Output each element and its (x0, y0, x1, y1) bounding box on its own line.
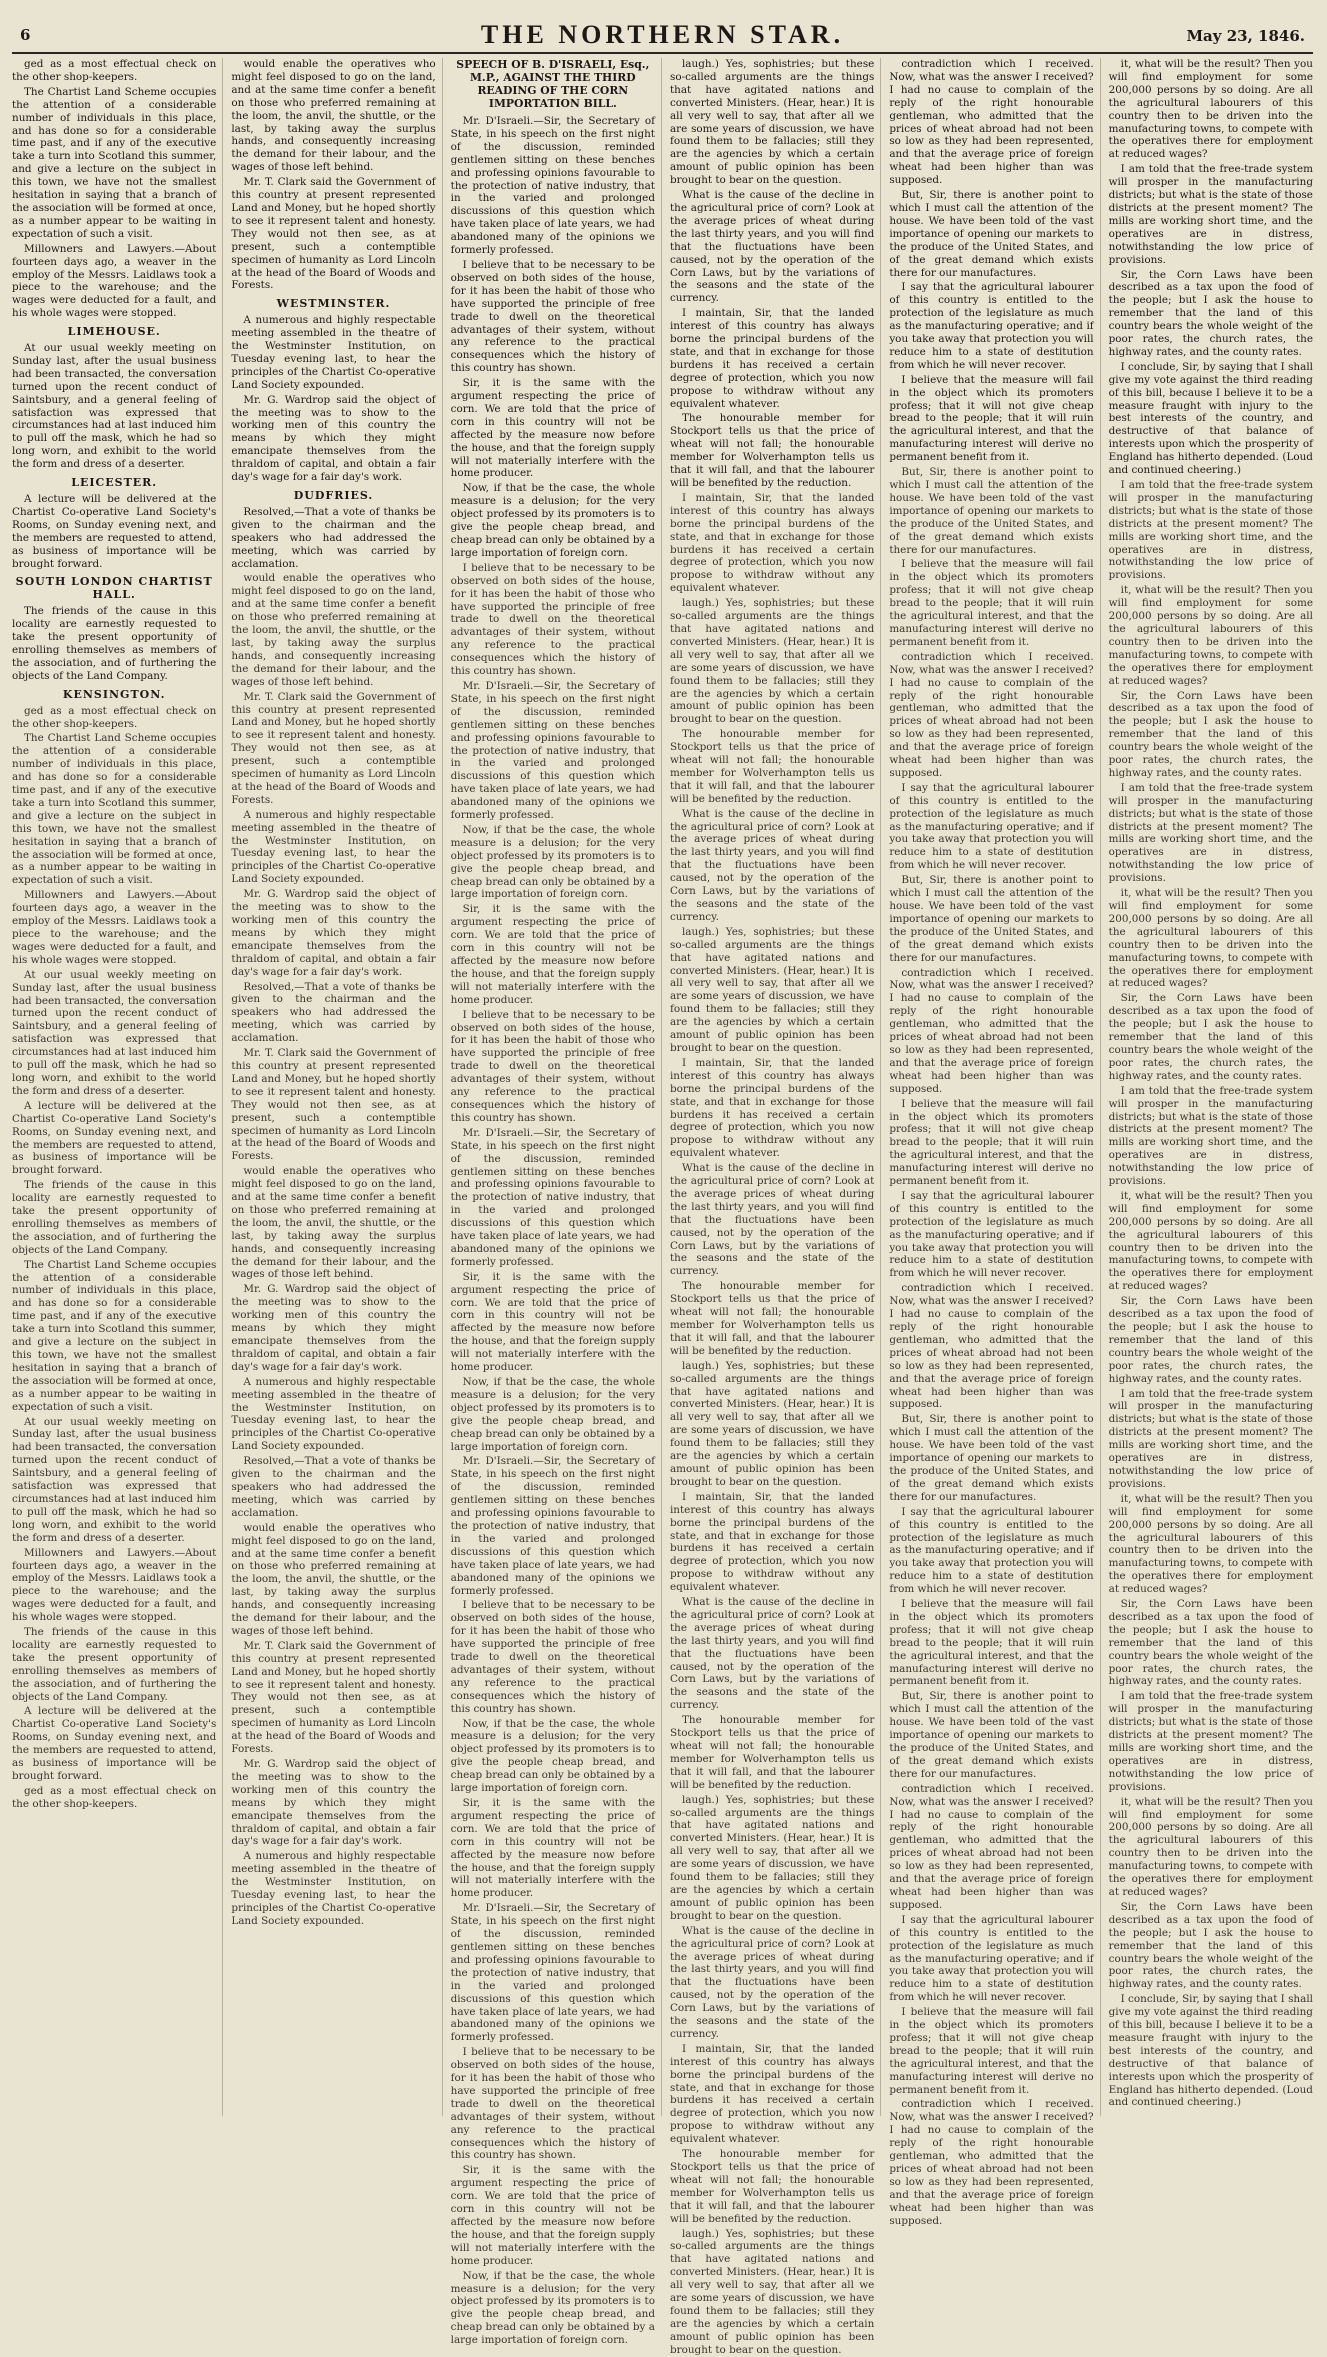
paragraph: Now, if that be the case, the whole measure is a delusion; for the very object professed by its promoters is to give the people cheap bread, and cheap bread can only be obtained by a large importation of foreign corn. (450, 823, 655, 901)
paragraph: The honourable member for Stockport tells us that the price of wheat will not fall; the honourable member for Wolverhampton tells us that it will fall, and that the labourer will be benefited by the reduction. (669, 2148, 875, 2225)
paragraph: would enable the operatives who might feel disposed to go on the land, and at the same time confer a benefit on those who preferred remaining at the loom, the anvil, the shuttle, or the last, by taking away the surplus hands, and consequently increasing the demand for their labour, and the wages of those left behind. (231, 1521, 436, 1637)
paragraph: contradiction which I received. Now, what was the answer I received? I had no cause to complain of the reply of the right honourable gentleman, who admitted that the prices of wheat abroad had not been so low as they had been represented, and that the average price of foreign wheat had been higher than was supposed. (889, 966, 1094, 1095)
paragraph: Resolved,—That a vote of thanks be given to the chairman and the speakers who had addressed the meeting, which was carried by acclamation. (231, 980, 436, 1045)
paragraph: I say that the agricultural labourer of this country is entitled to the protection of the legislature as much as the manufacturing operative; and if you take away that protection you will reduce him to a state of destitution from which he will never recover. (889, 1189, 1094, 1280)
paragraph: would enable the operatives who might feel disposed to go on the land, and at the same time confer a benefit on those who preferred remaining at the loom, the anvil, the shuttle, or the last, by taking away the surplus hands, and consequently increasing the demand for their labour, and the wages of those left behind. (231, 1165, 436, 1281)
paragraph: A lecture will be delivered at the Chartist Co-operative Land Society's Rooms, on Sunday evening next, and the members are requested to attend, as business of importance will be brought forward. (12, 493, 217, 570)
paragraph: But, Sir, there is another point to which I must call the attention of the house. We have been told of the vast importance of opening our markets to the produce of the United States, and of the great demand which exists there for our manufactures. (889, 874, 1094, 964)
paragraph: A numerous and highly respectable meeting assembled in the theatre of the Westminster Institution, on Tuesday evening last, to hear the principles of the Chartist Co-operative Land Society expounded. (231, 1850, 436, 1927)
masthead (12, 18, 1313, 54)
paragraph: I believe that the measure will fail in the object which its promoters profess; that it will not give cheap bread to the people; that it will ruin the agricultural interest, and that the manufacturing interest will derive no permanent benefit from it. (889, 373, 1094, 464)
column-1 (12, 58, 223, 2116)
paragraph: ged as a most effectual check on the other shop-keepers. (12, 704, 217, 730)
column-2 (231, 58, 442, 2116)
paragraph: I conclude, Sir, by saying that I shall give my vote against the third reading of this bill, because I believe it to be a measure fraught with injury to the best interests of the country, and destructive of that balance of interests upon which the prosperity of England has hitherto depended. (Loud and continued cheering.) (1108, 360, 1313, 477)
paragraph: laugh.) Yes, sophistries; but these so-called arguments are the things that have agitated nations and converted Ministers. (Hear, hear.) It is all very well to say, that after all we are some years of discussion, we have found them to be fallacies; still they are the agencies by which a certain amount of public opinion has been brought to bear on the question. (669, 1359, 875, 1488)
paragraph: A numerous and highly respectable meeting assembled in the theatre of the Westminster Institution, on Tuesday evening last, to hear the principles of the Chartist Co-operative Land Society expounded. (231, 1375, 436, 1453)
paragraph: Mr. D'Israeli.—Sir, the Secretary of State, in his speech on the first night of the discussion, reminded gentlemen sitting on these benches and professing opinions favourable to the protection of native industry, that in the varied and prolonged discussions of this question which have taken place of late years, we had abandoned many of the opinions we formerly professed. (450, 1455, 655, 1597)
paragraph: I believe that to be necessary to be observed on both sides of the house, for it has been the habit of those who have supported the principle of free trade to dwell on the theoretical advantages of their system, without any reference to the practical consequences which the history of this country has shown. (450, 2046, 655, 2162)
paragraph: it, what will be the result? Then you will find employment for some 200,000 persons by so doing. Are all the agricultural labourers of this country then to be driven into the manufacturing towns, to compete with the operatives there for employment at reduced wages? (1108, 58, 1313, 161)
paragraph: I believe that to be necessary to be observed on both sides of the house, for it has been the habit of those who have supported the principle of free trade to dwell on the theoretical advantages of their system, without any reference to the practical consequences which the history of this country has shown. (450, 1008, 655, 1124)
paragraph: I am told that the free-trade system will prosper in the manufacturing districts; but what is the state of those districts at the present moment? The mills are working short time, and the operatives are in distress, notwithstanding the low price of provisions. (1108, 1690, 1313, 1793)
paragraph: Mr. D'Israeli.—Sir, the Secretary of State, in his speech on the first night of the discussion, reminded gentlemen sitting on these benches and professing opinions favourable to the protection of native industry, that in the varied and prolonged discussions of this question which have taken place of late years, we had abandoned many of the opinions we formerly professed. (450, 1902, 655, 2044)
paragraph: contradiction which I received. Now, what was the answer I received? I had no cause to complain of the reply of the right honourable gentleman, who admitted that the prices of wheat abroad had not been so low as they had been represented, and that the average price of foreign wheat had been higher than was supposed. (889, 650, 1094, 779)
paragraph: I maintain, Sir, that the landed interest of this country has always borne the principal burdens of the state, and that in exchange for those burdens it has received a certain degree of protection, which you now propose to withdraw without any equivalent whatever. (669, 2042, 875, 2146)
paragraph: But, Sir, there is another point to which I must call the attention of the house. We have been told of the vast importance of opening our markets to the produce of the United States, and of the great demand which exists there for our manufactures. (889, 466, 1094, 556)
paragraph: Mr. G. Wardrop said the object of the meeting was to show to the working men of this country the means by which they might emancipate themselves from the thraldom of capital, and obtain a fair day's wage for a fair day's work. (231, 393, 436, 484)
filler-text (231, 572, 435, 1927)
paragraph: contradiction which I received. Now, what was the answer I received? I had no cause to complain of the reply of the right honourable gentleman, who admitted that the prices of wheat abroad had not been so low as they had been represented, and that the average price of foreign wheat had been higher than was supposed. (889, 1282, 1094, 1411)
paragraph: I believe that to be necessary to be observed on both sides of the house, for it has been the habit of those who have supported the principle of free trade to dwell on the theoretical advantages of their system, without any reference to the practical consequences which the history of this country has shown. (450, 561, 655, 678)
paragraph: Mr. D'Israeli.—Sir, the Secretary of State, in his speech on the first night of the discussion, reminded gentlemen sitting on these benches and professing opinions favourable to the protection of native industry, that in the varied and prolonged discussions of this question which have taken place of late years, we had abandoned many of the opinions we formerly professed. (450, 115, 655, 257)
paragraph: I am told that the free-trade system will prosper in the manufacturing districts; but what is the state of those districts at the present moment? The mills are working short time, and the operatives are in distress, notwithstanding the low price of provisions. (1108, 781, 1313, 885)
paragraph: would enable the operatives who might feel disposed to go on the land, and at the same time confer a benefit on those who preferred remaining at the loom, the anvil, the shuttle, or the last, by taking away the surplus hands, and consequently increasing the demand for their labour, and the wages of those left behind. (231, 572, 436, 688)
paragraph: Now, if that be the case, the whole measure is a delusion; for the very object professed by its promoters is to give the people cheap bread, and cheap bread can only be obtained by a large importation of foreign corn. (450, 1376, 655, 1453)
filler-text (670, 492, 874, 2357)
paragraph: Sir, the Corn Laws have been described as a tax upon the food of the people; but I ask the house to remember that the land of this country bears the whole weight of the poor rates, the church rates, the highway rates, and the county rates. (1108, 689, 1313, 779)
paragraph: Millowners and Lawyers.—About fourteen days ago, a weaver in the employ of the Messrs. Laidlaws took a piece to the warehouse; and the wages were deducted for a fault, and his whole wages were stopped. (12, 889, 217, 966)
paragraph: But, Sir, there is another point to which I must call the attention of the house. We have been told of the vast importance of opening our markets to the produce of the United States, and of the great demand which exists there for our manufactures. (889, 1690, 1094, 1780)
paragraph: Resolved,—That a vote of thanks be given to the chairman and the speakers who had addressed the meeting, which was carried by acclamation. (231, 505, 436, 570)
columns-area (12, 58, 1313, 2356)
paragraph: The friends of the cause in this locality are earnestly requested to take the present opportunity of enrolling themselves as members of the association, and of furthering the objects of the Land Company. (12, 1179, 217, 1256)
paragraph: What is the cause of the decline in the agricultural price of corn? Look at the average prices of wheat during the last thirty years, and you will find that the fluctuations have been caused, not by the operation of the Corn Laws, but by the variations of the seasons and the state of the currency. (669, 189, 875, 305)
paragraph: I believe that the measure will fail in the object which its promoters profess; that it will not give cheap bread to the people; that it will ruin the agricultural interest, and that the manufacturing interest will derive no permanent benefit from it. (889, 1598, 1094, 1688)
paragraph: What is the cause of the decline in the agricultural price of corn? Look at the average prices of wheat during the last thirty years, and you will find that the fluctuations have been caused, not by the operation of the Corn Laws, but by the variations of the seasons and the state of the currency. (669, 807, 875, 923)
paragraph: Millowners and Lawyers.—About fourteen days ago, a weaver in the employ of the Messrs. Laidlaws took a piece to the warehouse; and the wages were deducted for a fault, and his whole wages were stopped. (12, 1546, 217, 1624)
paragraph: Sir, it is the same with the argument respecting the price of corn. We are told that the price of corn in this country will not be affected by the measure now before the house, and that the foreign supply will not materially interfere with the home producer. (450, 1270, 655, 1374)
paragraph: it, what will be the result? Then you will find employment for some 200,000 persons by so doing. Are all the agricultural labourers of this country then to be driven into the manufacturing towns, to compete with the operatives there for employment at reduced wages? (1108, 1795, 1313, 1898)
paragraph: I maintain, Sir, that the landed interest of this country has always borne the principal burdens of the state, and that in exchange for those burdens it has received a certain degree of protection, which you now propose to withdraw without any equivalent whatever. (669, 491, 875, 595)
paragraph: The friends of the cause in this locality are earnestly requested to take the present opportunity of enrolling themselves as members of the association, and of furthering the objects of the Land Company. (12, 605, 217, 682)
paragraph: it, what will be the result? Then you will find employment for some 200,000 persons by so doing. Are all the agricultural labourers of this country then to be driven into the manufacturing towns, to compete with the operatives there for employment at reduced wages? (1108, 584, 1313, 687)
paragraph: I say that the agricultural labourer of this country is entitled to the protection of the legislature as much as the manufacturing operative; and if you take away that protection you will reduce him to a state of destitution from which he will never recover. (889, 281, 1094, 371)
column-5 (889, 58, 1100, 2227)
paragraph: A numerous and highly respectable meeting assembled in the theatre of the Westminster Institution, on Tuesday evening last, to hear the principles of the Chartist Co-operative Land Society expounded. (231, 808, 436, 886)
paragraph: Sir, the Corn Laws have been described as a tax upon the food of the people; but I ask the house to remember that the land of this country bears the whole weight of the poor rates, the church rates, the highway rates, and the county rates. (1108, 1598, 1313, 1688)
paragraph: What is the cause of the decline in the agricultural price of corn? Look at the average prices of wheat during the last thirty years, and you will find that the fluctuations have been caused, not by the operation of the Corn Laws, but by the variations of the seasons and the state of the currency. (669, 1596, 875, 1712)
paragraph: contradiction which I received. Now, what was the answer I received? I had no cause to complain of the reply of the right honourable gentleman, who admitted that the prices of wheat abroad had not been so low as they had been represented, and that the average price of foreign wheat had been higher than was supposed. (889, 1782, 1094, 1911)
paragraph: A numerous and highly respectable meeting assembled in the theatre of the Westminster Institution, on Tuesday evening last, to hear the principles of the Chartist Co-operative Land Society expounded. (231, 314, 436, 391)
paragraph: At our usual weekly meeting on Sunday last, after the usual business had been transacted, the conversation turned upon the recent conduct of Saintsbury, and a general feeling of satisfaction was expressed that circumstances had at last induced him to pull off the mask, which he had so long worn, and exhibit to the world the form and dress of a deserter. (12, 968, 217, 1097)
filler-text (12, 705, 216, 1811)
paragraph: I am told that the free-trade system will prosper in the manufacturing districts; but what is the state of those districts at the present moment? The mills are working short time, and the operatives are in distress, notwithstanding the low price of provisions. (1108, 1387, 1313, 1490)
paragraph: it, what will be the result? Then you will find employment for some 200,000 persons by so doing. Are all the agricultural labourers of this country then to be driven into the manufacturing towns, to compete with the operatives there for employment at reduced wages? (1108, 887, 1313, 990)
section-heading: DUDFRIES. (293, 489, 374, 502)
paragraph: The Chartist Land Scheme occupies the attention of a considerable number of individuals in this place, and has done so for a considerable time past, and if any of the executive take a turn into Scotland this summer, and give a lecture on the subject in this town, we have not the smallest hesitation in saying that a branch of the association will be formed at once, as a number appear to be waiting in expectation of such a visit. (12, 732, 217, 887)
paragraph: I believe that the measure will fail in the object which its promoters profess; that it will not give cheap bread to the people; that it will ruin the agricultural interest, and that the manufacturing interest will derive no permanent benefit from it. (889, 1097, 1094, 1188)
paragraph: Mr. G. Wardrop said the object of the meeting was to show to the working men of this country the means by which they might emancipate themselves from the thraldom of capital, and obtain a fair day's wage for a fair day's work. (231, 1283, 436, 1373)
paragraph: The Chartist Land Scheme occupies the attention of a considerable number of individuals in this place, and has done so for a considerable time past, and if any of the executive take a turn into Scotland this summer, and give a lecture on the subject in this town, we have not the smallest hesitation in saying that a branch of the association will be formed at once, as a number appear to be waiting in expectation of such a visit. (12, 1258, 217, 1413)
paragraph: Mr. T. Clark said the Government of this country at present represented Land and Money, but he hoped shortly to see it represent talent and honesty. They would not then see, as at present, such a contemptible specimen of humanity as Lord Lincoln at the head of the Board of Woods and Forests. (231, 1047, 436, 1163)
paragraph: The Chartist Land Scheme occupies the attention of a considerable number of individuals in this place, and has done so for a considerable time past, and if any of the executive take a turn into Scotland this summer, and give a lecture on the subject in this town, we have not the smallest hesitation in saying that a branch of the association will be formed at once, as a number appear to be waiting in expectation of such a visit. (12, 85, 217, 240)
paragraph: laugh.) Yes, sophistries; but these so-called arguments are the things that have agitated nations and converted Ministers. (Hear, hear.) It is all very well to say, that after all we are some years of discussion, we have found them to be fallacies; still they are the agencies by which a certain amount of public opinion has been brought to bear on the question. (669, 925, 875, 1054)
paragraph: Now, if that be the case, the whole measure is a delusion; for the very object professed by its promoters is to give the people cheap bread, and cheap bread can only be obtained by a large importation of foreign corn. (450, 1717, 655, 1795)
paragraph: Sir, the Corn Laws have been described as a tax upon the food of the people; but I ask the house to remember that the land of this country bears the whole weight of the poor rates, the church rates, the highway rates, and the county rates. (1108, 268, 1313, 358)
paragraph: I believe that to be necessary to be observed on both sides of the house, for it has been the habit of those who have supported the principle of free trade to dwell on the theoretical advantages of their system, without any reference to the practical consequences which the history of this country has shown. (450, 1599, 655, 1715)
paragraph: I believe that the measure will fail in the object which its promoters profess; that it will not give cheap bread to the people; that it will ruin the agricultural interest, and that the manufacturing interest will derive no permanent benefit from it. (889, 558, 1094, 648)
filler-text (1109, 479, 1313, 2109)
paragraph: The friends of the cause in this locality are earnestly requested to take the present opportunity of enrolling themselves as members of the association, and of furthering the objects of the Land Company. (12, 1626, 217, 1703)
paragraph: it, what will be the result? Then you will find employment for some 200,000 persons by so doing. Are all the agricultural labourers of this country then to be driven into the manufacturing towns, to compete with the operatives there for employment at reduced wages? (1108, 1189, 1313, 1293)
section-heading: LEICESTER. (71, 476, 158, 490)
paragraph: I maintain, Sir, that the landed interest of this country has always borne the principal burdens of the state, and that in exchange for those burdens it has received a certain degree of protection, which you now propose to withdraw without any equivalent whatever. (669, 1490, 875, 1594)
paragraph: The honourable member for Stockport tells us that the price of wheat will not fall; the honourable member for Wolverhampton tells us that it will fall, and that the labourer will be benefited by the reduction. (669, 1280, 875, 1357)
paragraph: I am told that the free-trade system will prosper in the manufacturing districts; but what is the state of those districts at the present moment? The mills are working short time, and the operatives are in distress, notwithstanding the low price of provisions. (1108, 163, 1313, 266)
newspaper-title: THE NORTHERN STAR. (480, 20, 845, 49)
column-6 (1109, 58, 1313, 2116)
paragraph: I am told that the free-trade system will prosper in the manufacturing districts; but what is the state of those districts at the present moment? The mills are working short time, and the operatives are in distress, notwithstanding the low price of provisions. (1108, 479, 1313, 582)
paragraph: Mr. T. Clark said the Government of this country at present represented Land and Money, but he hoped shortly to see it represent talent and honesty. They would not then see, as at present, such a contemptible specimen of humanity as Lord Lincoln at the head of the Board of Woods and Forests. (231, 176, 436, 292)
paragraph: What is the cause of the decline in the agricultural price of corn? Look at the average prices of wheat during the last thirty years, and you will find that the fluctuations have been caused, not by the operation of the Corn Laws, but by the variations of the seasons and the state of the currency. (669, 1162, 875, 1278)
paragraph: Now, if that be the case, the whole measure is a delusion; for the very object professed by its promoters is to give the people cheap bread, and cheap bread can only be obtained by a large importation of foreign corn. (450, 2269, 655, 2347)
paragraph: Mr. G. Wardrop said the object of the meeting was to show to the working men of this country the means by which they might emancipate themselves from the thraldom of capital, and obtain a fair day's wage for a fair day's work. (231, 888, 436, 978)
paragraph: But, Sir, there is another point to which I must call the attention of the house. We have been told of the vast importance of opening our markets to the produce of the United States, and of the great demand which exists there for our manufactures. (889, 189, 1094, 279)
paragraph: Mr. G. Wardrop said the object of the meeting was to show to the working men of this country the means by which they might emancipate themselves from the thraldom of capital, and obtain a fair day's wage for a fair day's work. (231, 1758, 436, 1848)
column-4 (669, 58, 881, 2356)
paragraph: I conclude, Sir, by saying that I shall give my vote against the third reading of this bill, because I believe it to be a measure fraught with injury to the best interests of the country, and destructive of that balance of interests upon which the prosperity of England has hitherto depended. (Loud and continued cheering.) (1108, 1993, 1313, 2109)
paragraph: A lecture will be delivered at the Chartist Co-operative Land Society's Rooms, on Sunday evening next, and the members are requested to attend, as business of importance will be brought forward. (12, 1705, 217, 1782)
paragraph: The honourable member for Stockport tells us that the price of wheat will not fall; the honourable member for Wolverhampton tells us that it will fall, and that the labourer will be benefited by the reduction. (669, 728, 875, 805)
filler-text (889, 466, 1093, 2227)
paragraph: The honourable member for Stockport tells us that the price of wheat will not fall; the honourable member for Wolverhampton tells us that it will fall, and that the labourer will be benefited by the reduction. (669, 1714, 875, 1791)
column-3 (450, 58, 662, 2347)
paragraph: I say that the agricultural labourer of this country is entitled to the protection of the legislature as much as the manufacturing operative; and if you take away that protection you will reduce him to a state of destitution from which he will never recover. (889, 781, 1094, 872)
paragraph: ged as a most effectual check on the other shop-keepers. (12, 1784, 217, 1810)
paragraph: Mr. D'Israeli.—Sir, the Secretary of State, in his speech on the first night of the discussion, reminded gentlemen sitting on these benches and professing opinions favourable to the protection of native industry, that in the varied and prolonged discussions of this question which have taken place of late years, we had abandoned many of the opinions we formerly professed. (450, 1126, 655, 1268)
paragraph: I say that the agricultural labourer of this country is entitled to the protection of the legislature as much as the manufacturing operative; and if you take away that protection you will reduce him to a state of destitution from which he will never recover. (889, 1505, 1094, 1596)
paragraph: A lecture will be delivered at the Chartist Co-operative Land Society's Rooms, on Sunday evening next, and the members are requested to attend, as business of importance will be brought forward. (12, 1099, 217, 1177)
paragraph: Sir, it is the same with the argument respecting the price of corn. We are told that the price of corn in this country will not be affected by the measure now before the house, and that the foreign supply will not materially interfere with the home producer. (450, 1797, 655, 1900)
paragraph: Sir, it is the same with the argument respecting the price of corn. We are told that the price of corn in this country will not be affected by the measure now before the house, and that the foreign supply will not materially interfere with the home producer. (450, 2164, 655, 2267)
paragraph: But, Sir, there is another point to which I must call the attention of the house. We have been told of the vast importance of opening our markets to the produce of the United States, and of the great demand which exists there for our manufactures. (889, 1413, 1094, 1503)
paragraph: Mr. T. Clark said the Government of this country at present represented Land and Money, but he hoped shortly to see it represent talent and honesty. They would not then see, as at present, such a contemptible specimen of humanity as Lord Lincoln at the head of the Board of Woods and Forests. (231, 1639, 436, 1756)
paragraph: Sir, the Corn Laws have been described as a tax upon the food of the people; but I ask the house to remember that the land of this country bears the whole weight of the poor rates, the church rates, the highway rates, and the county rates. (1108, 992, 1313, 1082)
paragraph: Mr. T. Clark said the Government of this country at present represented Land and Money, but he hoped shortly to see it represent talent and honesty. They would not then see, as at present, such a contemptible specimen of humanity as Lord Lincoln at the head of the Board of Woods and Forests. (231, 690, 436, 806)
paragraph: At our usual weekly meeting on Sunday last, after the usual business had been transacted, the conversation turned upon the recent conduct of Saintsbury, and a general feeling of satisfaction was expressed that circumstances had at last induced him to pull off the mask, which he had so long worn, and exhibit to the world the form and dress of a deserter. (12, 342, 217, 471)
section-heading: SOUTH LONDON CHARTIST HALL. (15, 575, 213, 602)
paragraph: I maintain, Sir, that the landed interest of this country has always borne the principal burdens of the state, and that in exchange for those burdens it has received a certain degree of protection, which you now propose to withdraw without any equivalent whatever. (669, 307, 875, 410)
paragraph: What is the cause of the decline in the agricultural price of corn? Look at the average prices of wheat during the last thirty years, and you will find that the fluctuations have been caused, not by the operation of the Corn Laws, but by the variations of the seasons and the state of the currency. (669, 1924, 875, 2040)
paragraph: laugh.) Yes, sophistries; but these so-called arguments are the things that have agitated nations and converted Ministers. (Hear, hear.) It is all very well to say, that after all we are some years of discussion, we have found them to be fallacies; still they are the agencies by which a certain amount of public opinion has been brought to bear on the question. (669, 597, 875, 726)
paragraph: At our usual weekly meeting on Sunday last, after the usual business had been transacted, the conversation turned upon the recent conduct of Saintsbury, and a general feeling of satisfaction was expressed that circumstances had at last induced him to pull off the mask, which he had so long worn, and exhibit to the world the form and dress of a deserter. (12, 1415, 217, 1544)
section-heading: KENSINGTON. (62, 687, 166, 701)
paragraph: I believe that the measure will fail in the object which its promoters profess; that it will not give cheap bread to the people; that it will ruin the agricultural interest, and that the manufacturing interest will derive no permanent benefit from it. (889, 2006, 1094, 2096)
paragraph: Resolved,—That a vote of thanks be given to the chairman and the speakers who had addressed the meeting, which was carried by acclamation. (231, 1455, 436, 1519)
paragraph: contradiction which I received. Now, what was the answer I received? I had no cause to complain of the reply of the right honourable gentleman, who admitted that the prices of wheat abroad had not been so low as they had been represented, and that the average price of foreign wheat had been higher than was supposed. (889, 2098, 1094, 2227)
paragraph: it, what will be the result? Then you will find employment for some 200,000 persons by so doing. Are all the agricultural labourers of this country then to be driven into the manufacturing towns, to compete with the operatives there for employment at reduced wages? (1108, 1492, 1313, 1596)
paragraph: I say that the agricultural labourer of this country is entitled to the protection of the legislature as much as the manufacturing operative; and if you take away that protection you will reduce him to a state of destitution from which he will never recover. (889, 1913, 1094, 2004)
paragraph: I maintain, Sir, that the landed interest of this country has always borne the principal burdens of the state, and that in exchange for those burdens it has received a certain degree of protection, which you now propose to withdraw without any equivalent whatever. (669, 1056, 875, 1160)
paragraph: ged as a most effectual check on the other shop-keepers. (12, 58, 217, 83)
paragraph: Sir, it is the same with the argument respecting the price of corn. We are told that the price of corn in this country will not be affected by the measure now before the house, and that the foreign supply will not materially interfere with the home producer. (450, 903, 655, 1006)
page-number: 6 (20, 26, 31, 44)
paragraph: contradiction which I received. Now, what was the answer I received? I had no cause to complain of the reply of the right honourable gentleman, who admitted that the prices of wheat abroad had not been so low as they had been represented, and that the average price of foreign wheat had been higher than was supposed. (889, 58, 1094, 187)
paragraph: I am told that the free-trade system will prosper in the manufacturing districts; but what is the state of those districts at the present moment? The mills are working short time, and the operatives are in distress, notwithstanding the low price of provisions. (1108, 1084, 1313, 1188)
paragraph: Mr. D'Israeli.—Sir, the Secretary of State, in his speech on the first night of the discussion, reminded gentlemen sitting on these benches and professing opinions favourable to the protection of native industry, that in the varied and prolonged discussions of this question which have taken place of late years, we had abandoned many of the opinions we formerly professed. (450, 679, 655, 822)
paragraph: Millowners and Lawyers.—About fourteen days ago, a weaver in the employ of the Messrs. Laidlaws took a piece to the warehouse; and the wages were deducted for a fault, and his whole wages were stopped. (12, 242, 217, 320)
paragraph: I believe that to be necessary to be observed on both sides of the house, for it has been the habit of those who have supported the principle of free trade to dwell on the theoretical advantages of their system, without any reference to the practical consequences which the history of this country has shown. (450, 258, 655, 375)
speech-heading: SPEECH OF B. D'ISRAELI, Esq., M.P., AGAINST THE THIRD READING OF THE CORN IMPORTATION BILL. (456, 58, 650, 110)
section-heading: LIMEHOUSE. (67, 325, 161, 339)
paragraph: Now, if that be the case, the whole measure is a delusion; for the very object professed by its promoters is to give the people cheap bread, and cheap bread can only be obtained by a large importation of foreign corn. (450, 482, 655, 559)
section-heading: WESTMINSTER. (276, 297, 391, 311)
paragraph: Sir, the Corn Laws have been described as a tax upon the food of the people; but I ask the house to remember that the land of this country bears the whole weight of the poor rates, the church rates, the highway rates, and the county rates. (1108, 1295, 1313, 1385)
paragraph: Sir, it is the same with the argument respecting the price of corn. We are told that the price of corn in this country will not be affected by the measure now before the house, and that the foreign supply will not materially interfere with the home producer. (450, 377, 655, 480)
issue-date: May 23, 1846. (1186, 27, 1305, 45)
paragraph: would enable the operatives who might feel disposed to go on the land, and at the same time confer a benefit on those who preferred remaining at the loom, the anvil, the shuttle, or the last, by taking away the surplus hands, and consequently increasing the demand for their labour, and the wages of those left behind. (231, 58, 436, 174)
paragraph: The honourable member for Stockport tells us that the price of wheat will not fall; the honourable member for Wolverhampton tells us that it will fall, and that the labourer will be benefited by the reduction. (669, 412, 875, 489)
paragraph: laugh.) Yes, sophistries; but these so-called arguments are the things that have agitated nations and converted Ministers. (Hear, hear.) It is all very well to say, that after all we are some years of discussion, we have found them to be fallacies; still they are the agencies by which a certain amount of public opinion has been brought to bear on the question. (669, 58, 875, 187)
filler-text (451, 562, 655, 2347)
paragraph: laugh.) Yes, sophistries; but these so-called arguments are the things that have agitated nations and converted Ministers. (Hear, hear.) It is all very well to say, that after all we are some years of discussion, we have found them to be fallacies; still they are the agencies by which a certain amount of public opinion has been brought to bear on the question. (669, 1793, 875, 1922)
paragraph: Sir, the Corn Laws have been described as a tax upon the food of the people; but I ask the house to remember that the land of this country bears the whole weight of the poor rates, the church rates, the highway rates, and the county rates. (1108, 1900, 1313, 1991)
paragraph: laugh.) Yes, sophistries; but these so-called arguments are the things that have agitated nations and converted Ministers. (Hear, hear.) It is all very well to say, that after all we are some years of discussion, we have found them to be fallacies; still they are the agencies by which a certain amount of public opinion has been brought to bear on the question. (669, 2227, 875, 2356)
